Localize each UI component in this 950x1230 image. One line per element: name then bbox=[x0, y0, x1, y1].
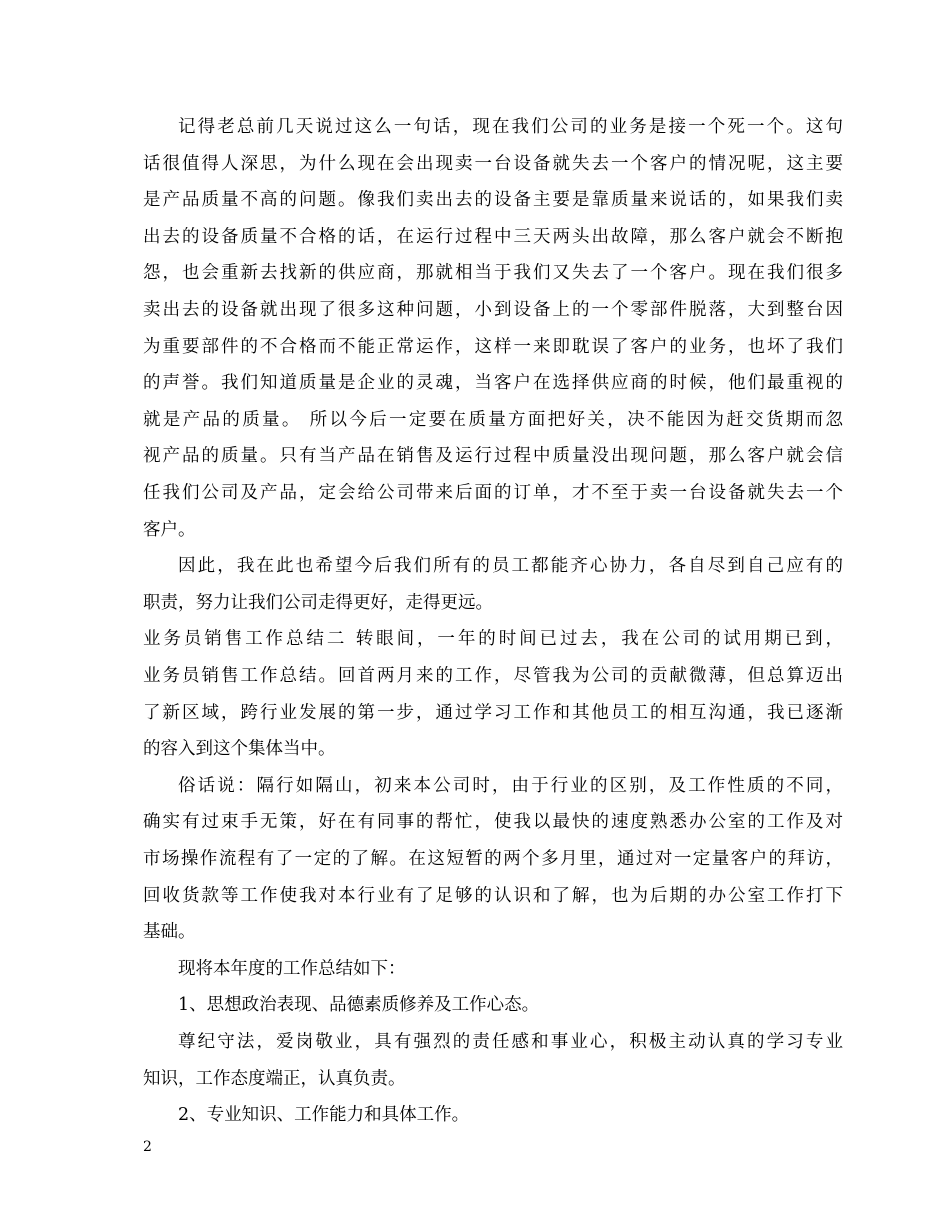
text-line: 回收货款等工作使我对本行业有了足够的认识和了解，也为后期的办公室工作打下 bbox=[143, 885, 843, 906]
section-heading-line: 业务员销售工作总结二 转眼间，一年的时间已过去，我在公司的试用期已到， bbox=[143, 629, 843, 650]
text-line: 话很值得人深思，为什么现在会出现卖一台设备就失去一个客户的情况呢，这主要 bbox=[143, 153, 843, 174]
text-line: 市场操作流程有了一定的了解。在这短暂的两个多月里，通过对一定量客户的拜访， bbox=[143, 849, 843, 869]
list-item-heading: 1、思想政治表现、品德素质修养及工作心态。 bbox=[178, 995, 540, 1016]
text-line: 业务员销售工作总结。回首两月来的工作，尽管我为公司的贡献微薄，但总算迈出 bbox=[143, 666, 843, 686]
text-line: 俗话说：隔行如隔山，初来本公司时，由于行业的区别，及工作性质的不同， bbox=[178, 775, 843, 796]
text-line: 怨，也会重新去找新的供应商，那就相当于我们又失去了一个客户。现在我们很多 bbox=[143, 263, 843, 284]
text-line: 现将本年度的工作总结如下： bbox=[178, 958, 406, 979]
text-line: 记得老总前几天说过这么一句话，现在我们公司的业务是接一个死一个。这句 bbox=[178, 117, 843, 137]
list-item-heading: 2、专业知识、工作能力和具体工作。 bbox=[178, 1105, 470, 1126]
text-line: 任我们公司及产品，定会给公司带来后面的订单，才不至于卖一台设备就失去一个 bbox=[143, 483, 843, 503]
page-number: 2 bbox=[143, 1139, 152, 1155]
text-line: 卖出去的设备就出现了很多这种问题，小到设备上的一个零部件脱落，大到整台因 bbox=[143, 300, 843, 320]
text-line: 因此，我在此也希望今后我们所有的员工都能齐心协力，各自尽到自己应有的 bbox=[178, 556, 843, 577]
text-line: 知识，工作态度端正，认真负责。 bbox=[143, 1068, 406, 1089]
text-line: 基础。 bbox=[143, 922, 196, 943]
text-line: 是产品质量不高的问题。像我们卖出去的设备主要是靠质量来说话的，如果我们卖 bbox=[143, 190, 843, 211]
text-line: 职责，努力让我们公司走得更好，走得更远。 bbox=[143, 592, 493, 613]
text-line: 为重要部件的不合格而不能正常运作，这样一来即耽误了客户的业务，也坏了我们 bbox=[143, 336, 843, 357]
text-line: 视产品的质量。只有当产品在销售及运行过程中质量没出现问题，那么客户就会信 bbox=[143, 446, 843, 467]
text-line: 的声誉。我们知道质量是企业的灵魂，当客户在选择供应商的时候，他们最重视的 bbox=[143, 373, 843, 394]
text-line: 了新区域，跨行业发展的第一步，通过学习工作和其他员工的相互沟通，我已逐渐 bbox=[143, 702, 843, 723]
text-line: 的容入到这个集体当中。 bbox=[143, 739, 336, 760]
text-line: 确实有过束手无策，好在有同事的帮忙，使我以最快的速度熟悉办公室的工作及对 bbox=[143, 812, 843, 833]
text-line: 就是产品的质量。 所以今后一定要在质量方面把好关，决不能因为赶交货期而忽 bbox=[143, 409, 843, 430]
text-line: 尊纪守法，爱岗敬业，具有强烈的责任感和事业心，积极主动认真的学习专业 bbox=[178, 1032, 843, 1052]
text-line: 出去的设备质量不合格的话，在运行过程中三天两头出故障，那么客户就会不断抱 bbox=[143, 226, 843, 247]
text-line: 客户。 bbox=[143, 519, 196, 540]
